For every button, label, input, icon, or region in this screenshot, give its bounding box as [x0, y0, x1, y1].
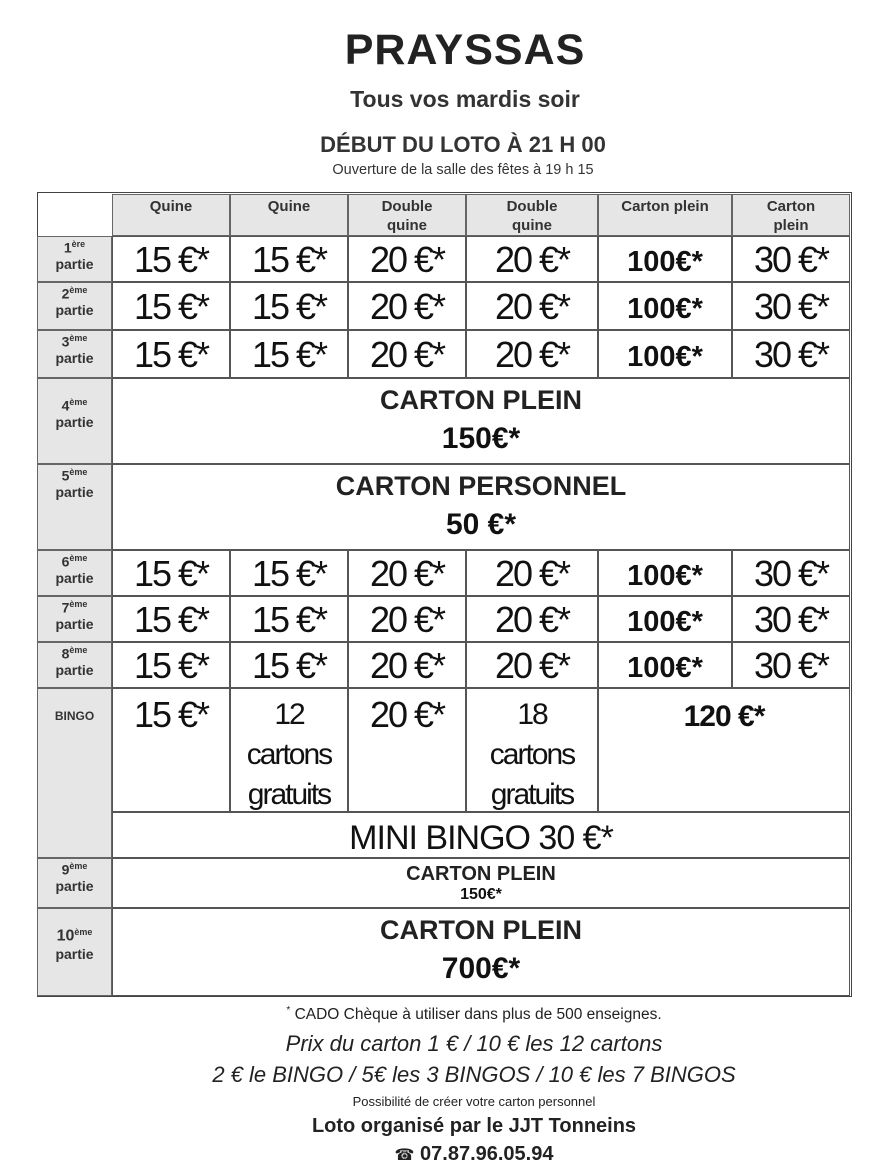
- prize-value: 30 €*: [732, 550, 850, 596]
- prize-value: 15 €*: [112, 282, 230, 330]
- prize-value: 20 €*: [348, 550, 466, 596]
- organizer: Loto organisé par le JJT Tonneins: [311, 1115, 637, 1137]
- prize-value: 120 €*: [598, 688, 850, 812]
- col-header: Quine: [112, 194, 230, 236]
- subtitle: Tous vos mardis soir: [350, 86, 580, 112]
- phone: ☎ 07.87.96.05.94: [394, 1143, 554, 1165]
- row-label: 2ème partie: [37, 282, 112, 330]
- game-name: CARTON PLEIN: [406, 863, 556, 885]
- prize-value: 100€*: [598, 236, 732, 282]
- game-name: CARTON PLEIN: [379, 915, 582, 945]
- prize-value: 20 €*: [466, 330, 598, 378]
- prize-value: 15 €*: [112, 596, 230, 642]
- game-name: CARTON PERSONNEL: [335, 471, 627, 501]
- row-label: BINGO: [37, 688, 112, 858]
- row-label: 10ème partie: [37, 908, 112, 996]
- prize-value: 15 €*: [112, 688, 230, 812]
- prize-value: 15 €*: [112, 642, 230, 688]
- row-label: 1ère partie: [37, 236, 112, 282]
- prize-value: 30 €*: [732, 596, 850, 642]
- phone-icon: ☎: [394, 1147, 415, 1164]
- special-game: [112, 858, 850, 908]
- prize-value: 100€*: [598, 596, 732, 642]
- row-label: 4ème partie: [37, 378, 112, 464]
- prize-value: 30 €*: [732, 642, 850, 688]
- special-game: [112, 908, 850, 996]
- prize-value: 15 €*: [230, 330, 348, 378]
- prize-value: 20 €*: [348, 236, 466, 282]
- special-game: [112, 378, 850, 464]
- mini-bingo: MINI BINGO 30 €*: [112, 812, 850, 858]
- prize-value: 100€*: [598, 330, 732, 378]
- page-title: PRAYSSAS: [344, 26, 586, 74]
- prize-value: 20 €*: [348, 330, 466, 378]
- special-game: [112, 464, 850, 550]
- free-cards: 18 cartons gratuits: [466, 688, 598, 812]
- prize-value: 20 €*: [466, 236, 598, 282]
- row-label: 7ème partie: [37, 596, 112, 642]
- footnote: * CADO Chèque à utiliser dans plus de 500 enseignes.: [286, 1005, 662, 1024]
- start-time: DÉBUT DU LOTO À 21 H 00: [320, 132, 606, 157]
- game-prize: 700€*: [441, 952, 521, 985]
- bingo-price: 2 € le BINGO / 5€ les 3 BINGOS / 10 € les 7 BINGOS: [212, 1062, 736, 1087]
- prize-value: 15 €*: [112, 236, 230, 282]
- footnote-mark: *: [286, 1005, 291, 1016]
- prize-value: 20 €*: [348, 282, 466, 330]
- prize-value: 100€*: [598, 282, 732, 330]
- custom-card-note: Possibilité de créer votre carton personnel: [352, 1094, 596, 1109]
- prize-value: 30 €*: [732, 282, 850, 330]
- game-prize: 150€*: [460, 886, 502, 903]
- prize-value: 15 €*: [230, 282, 348, 330]
- row-label: 5ème partie: [37, 464, 112, 550]
- row-label: 3ème partie: [37, 330, 112, 378]
- prize-value: 20 €*: [466, 596, 598, 642]
- col-header: Carton plein: [732, 194, 850, 236]
- prize-value: 20 €*: [466, 282, 598, 330]
- col-header: Double quine: [348, 194, 466, 236]
- game-prize: 150€*: [441, 422, 521, 455]
- prize-value: 15 €*: [230, 550, 348, 596]
- game-name: CARTON PLEIN: [379, 385, 582, 415]
- row-label: 8ème partie: [37, 642, 112, 688]
- prize-value: 20 €*: [466, 642, 598, 688]
- prize-value: 15 €*: [112, 330, 230, 378]
- prize-value: 15 €*: [112, 550, 230, 596]
- row-label: 6ème partie: [37, 550, 112, 596]
- card-price: Prix du carton 1 € / 10 € les 12 cartons: [285, 1031, 663, 1056]
- prize-value: 15 €*: [230, 236, 348, 282]
- prize-value: 100€*: [598, 550, 732, 596]
- prize-value: 30 €*: [732, 236, 850, 282]
- prize-value: 20 €*: [348, 688, 466, 812]
- opening-time: Ouverture de la salle des fêtes à 19 h 15: [332, 162, 594, 178]
- prize-value: 15 €*: [230, 596, 348, 642]
- col-header: Carton plein: [598, 194, 732, 236]
- prize-value: 15 €*: [230, 642, 348, 688]
- prize-value: 20 €*: [348, 596, 466, 642]
- game-prize: 50 €*: [445, 508, 517, 541]
- col-header: Quine: [230, 194, 348, 236]
- prize-value: 30 €*: [732, 330, 850, 378]
- row-label: 9ème partie: [37, 858, 112, 908]
- prize-value: 100€*: [598, 642, 732, 688]
- prize-value: 20 €*: [348, 642, 466, 688]
- prize-value: 20 €*: [466, 550, 598, 596]
- col-header: Double quine: [466, 194, 598, 236]
- free-cards: 12 cartons gratuits: [230, 688, 348, 812]
